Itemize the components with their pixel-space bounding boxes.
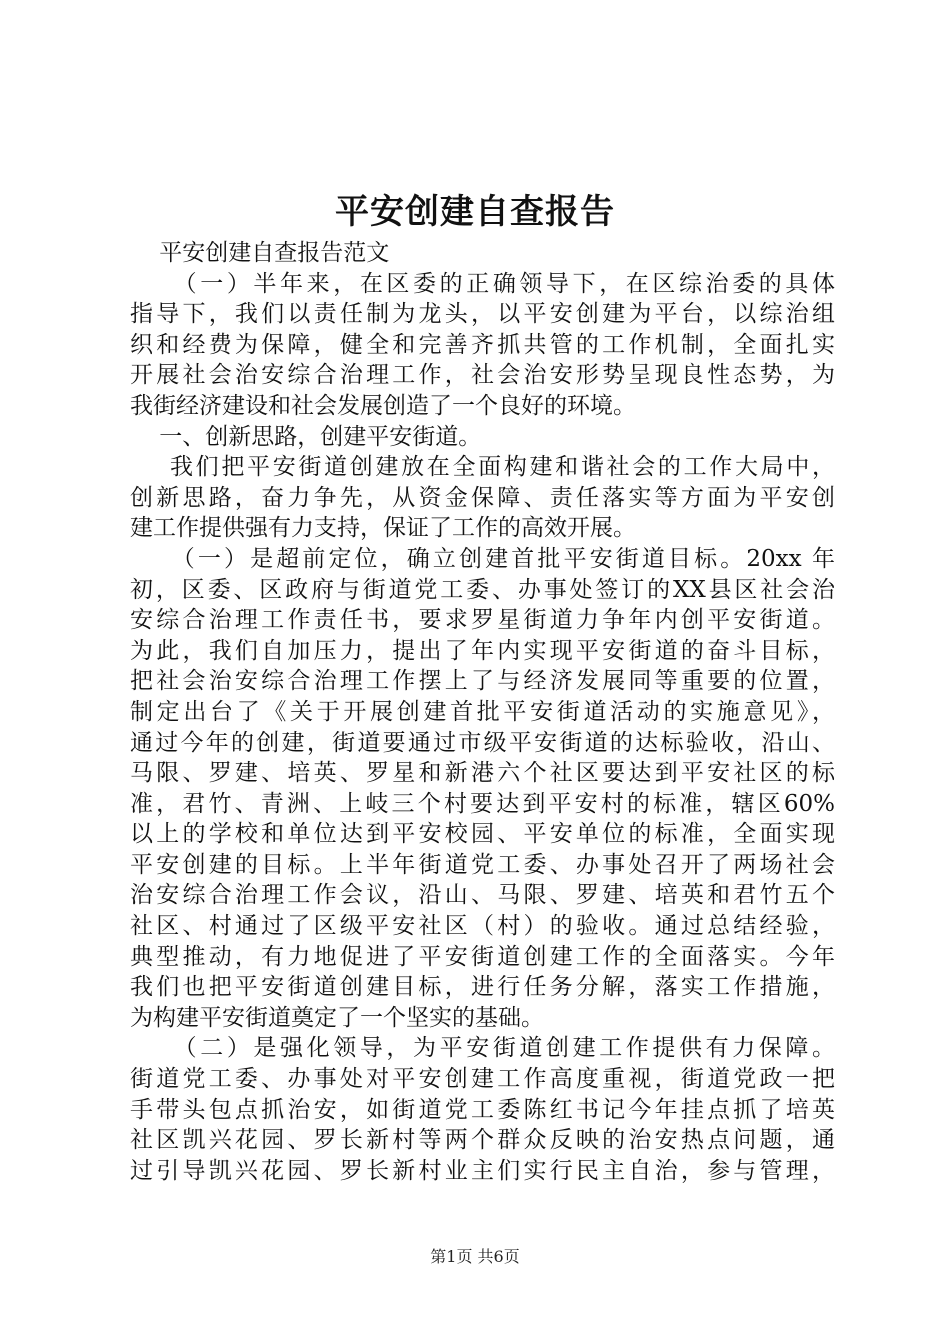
text-line: 我们也把平安街道创建目标，进行任务分解，落实工作措施， [130, 974, 835, 1001]
text-line: （一）是超前定位，确立创建首批平安街道目标。20xx 年 [130, 545, 835, 572]
text-line: （二）是强化领导，为平安街道创建工作提供有力保障。 [130, 1035, 835, 1062]
document-body [130, 238, 835, 1186]
text-line: 我们把平安街道创建放在全面构建和谐社会的工作大局中， [130, 454, 835, 481]
page-footer: 第1页 共6页 [430, 1247, 520, 1266]
text-line: 街道党工委、办事处对平安创建工作高度重视，街道党政一把 [130, 1066, 835, 1093]
text-line: 安综合治理工作责任书，要求罗星街道力争年内创平安街道。 [130, 607, 835, 634]
text-line: 平安创建的目标。上半年街道党工委、办事处召开了两场社会 [130, 851, 835, 878]
text-line: 准，君竹、青洲、上岐三个村要达到平安村的标准，辖区60% [130, 790, 835, 817]
text-line: 马限、罗建、培英、罗星和新港六个社区要达到平安社区的标 [130, 760, 835, 787]
text-line: （一）半年来，在区委的正确领导下，在区综治委的具体 [130, 270, 835, 297]
text-line: 通过今年的创建，街道要通过市级平安街道的达标验收，沿山、 [130, 729, 835, 756]
text-line: 典型推动，有力地促进了平安街道创建工作的全面落实。今年 [130, 943, 835, 970]
page-title: 平安创建自查报告 [335, 192, 615, 232]
text-line: 我街经济建设和社会发展创造了一个良好的环境。 [130, 392, 636, 419]
text-line: 初，区委、区政府与街道党工委、办事处签订的XX县区社会治 [130, 576, 835, 603]
text-line: 平安创建自查报告范文 [130, 240, 390, 266]
text-line: 为构建平安街道奠定了一个坚实的基础。 [130, 1004, 544, 1031]
text-line: 制定出台了《关于开展创建首批平安街道活动的实施意见》， [130, 698, 835, 725]
text-line: 过引导凯兴花园、罗长新村业主们实行民主自治，参与管理， [130, 1157, 835, 1184]
text-line: 社区、村通过了区级平安社区（村）的验收。通过总结经验， [130, 913, 835, 940]
text-line: 建工作提供强有力支持，保证了工作的高效开展。 [130, 515, 636, 542]
text-line: 指导下，我们以责任制为龙头，以平安创建为平台，以综治组 [130, 301, 835, 328]
text-line: 织和经费为保障，健全和完善齐抓共管的工作机制，全面扎实 [130, 331, 835, 358]
text-line: 为此，我们自加压力，提出了年内实现平安街道的奋斗目标， [130, 637, 835, 664]
text-line: 治安综合治理工作会议，沿山、马限、罗建、培英和君竹五个 [130, 882, 835, 909]
text-line: 把社会治安综合治理工作摆上了与经济发展同等重要的位置， [130, 668, 835, 695]
text-line: 以上的学校和单位达到平安校园、平安单位的标准，全面实现 [130, 821, 835, 848]
text-line: 开展社会治安综合治理工作，社会治安形势呈现良性态势，为 [130, 362, 835, 389]
text-line: 一、创新思路，创建平安街道。 [130, 423, 482, 450]
text-line: 创新思路，奋力争先，从资金保障、责任落实等方面为平安创 [130, 484, 835, 511]
text-line: 手带头包点抓治安，如街道党工委陈红书记今年挂点抓了培英 [130, 1096, 835, 1123]
text-line: 社区凯兴花园、罗长新村等两个群众反映的治安热点问题，通 [130, 1127, 835, 1154]
